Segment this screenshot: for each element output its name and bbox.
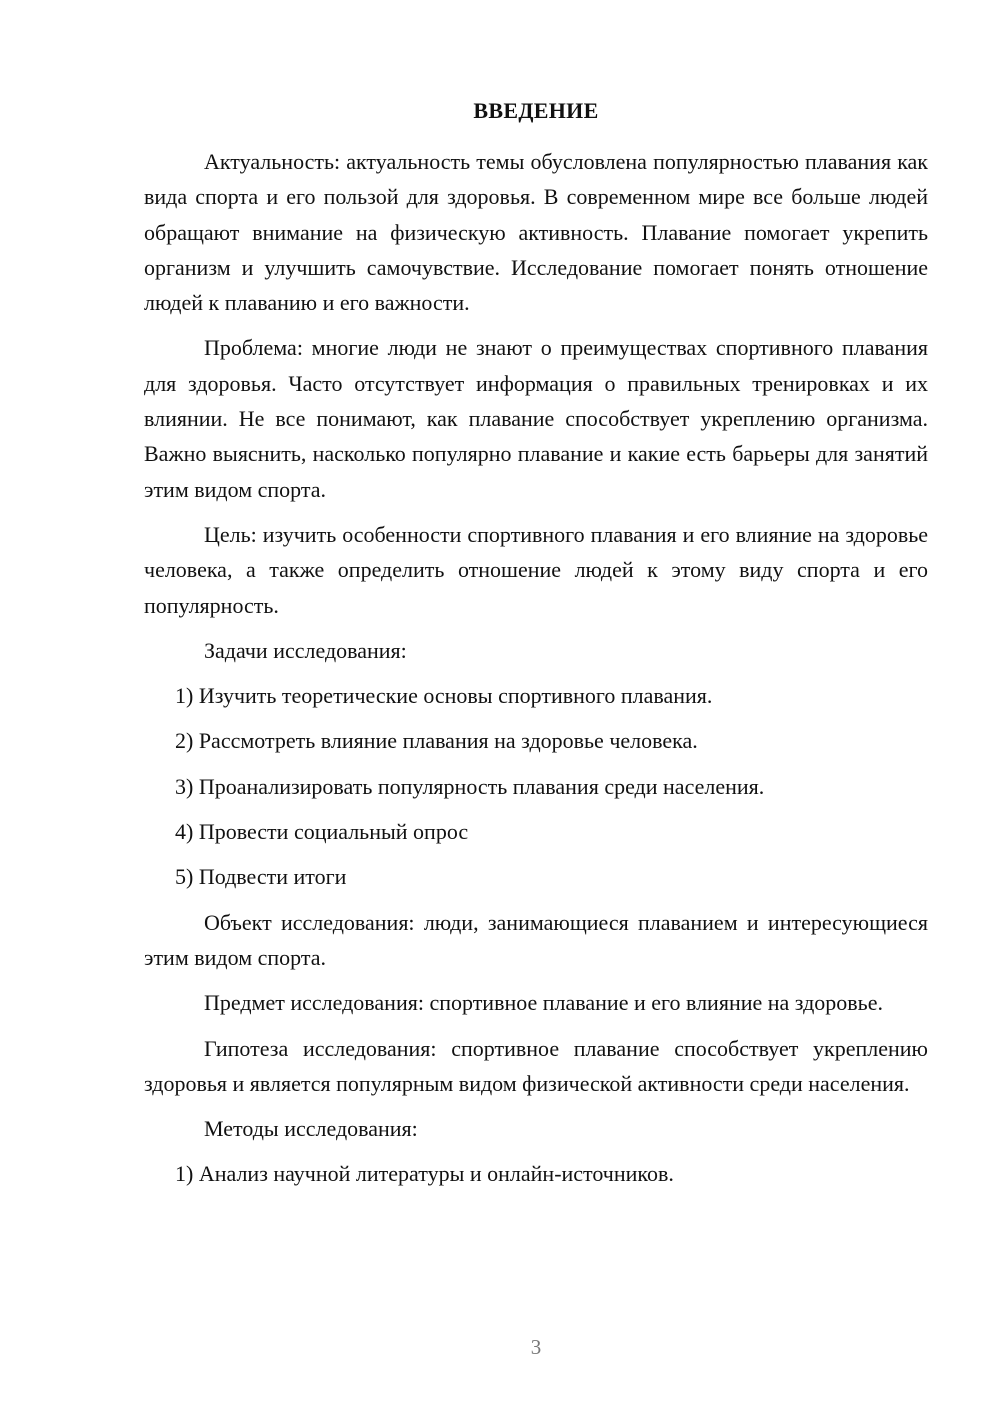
paragraph-relevance: Актуальность: актуальность темы обусловлена популярностью плавания как вида спорта и его пользой для здоровья. В современном мире все больше людей обращают внимание на физическую активность. Плавание помогает укрепить организм и улучшить самочувствие. Исследование помогает понять отношение людей к плаванию и его важности. (144, 149, 928, 316)
paragraph-goal: Цель: изучить особенности спортивного плавания и его влияние на здоровье человека, а также определить отношение людей к этому виду спорта и его популярность. (144, 521, 928, 618)
paragraph-subject: Предмет исследования: спортивное плавание и его влияние на здоровье. (204, 990, 883, 1016)
document-body (144, 144, 928, 1202)
tasks-heading: Задачи исследования: (204, 637, 407, 663)
method-item: 1) Анализ научной литературы и онлайн-источников. (175, 1161, 674, 1187)
page-title: ВВЕДЕНИЕ (473, 98, 599, 123)
page-number: 3 (530, 1335, 542, 1359)
paragraph-problem: Проблема: многие люди не знают о преимуществах спортивного плавания для здоровья. Часто отсутствует информация о правильных тренировках и их влиянии. Не все понимают, как плавание способствует укреплению организма. Важно выяснить, насколько популярно плавание и какие есть барьеры для занятий этим видом спорта. (144, 335, 928, 502)
task-item: 3) Проанализировать популярность плавания среди населения. (175, 773, 765, 799)
methods-heading: Методы исследования: (204, 1116, 418, 1142)
task-item: 2) Рассмотреть влияние плавания на здоровье человека. (175, 728, 698, 754)
task-item: 1) Изучить теоретические основы спортивного плавания. (175, 683, 713, 709)
paragraph-object: Объект исследования: люди, занимающиеся плаванием и интересующиеся этим видом спорта. (144, 909, 928, 970)
task-item: 5) Подвести итоги (175, 864, 347, 890)
paragraph-hypothesis: Гипотеза исследования: спортивное плавание способствует укреплению здоровья и является популярным видом физической активности среди населения. (144, 1035, 928, 1096)
task-item: 4) Провести социальный опрос (175, 819, 469, 845)
